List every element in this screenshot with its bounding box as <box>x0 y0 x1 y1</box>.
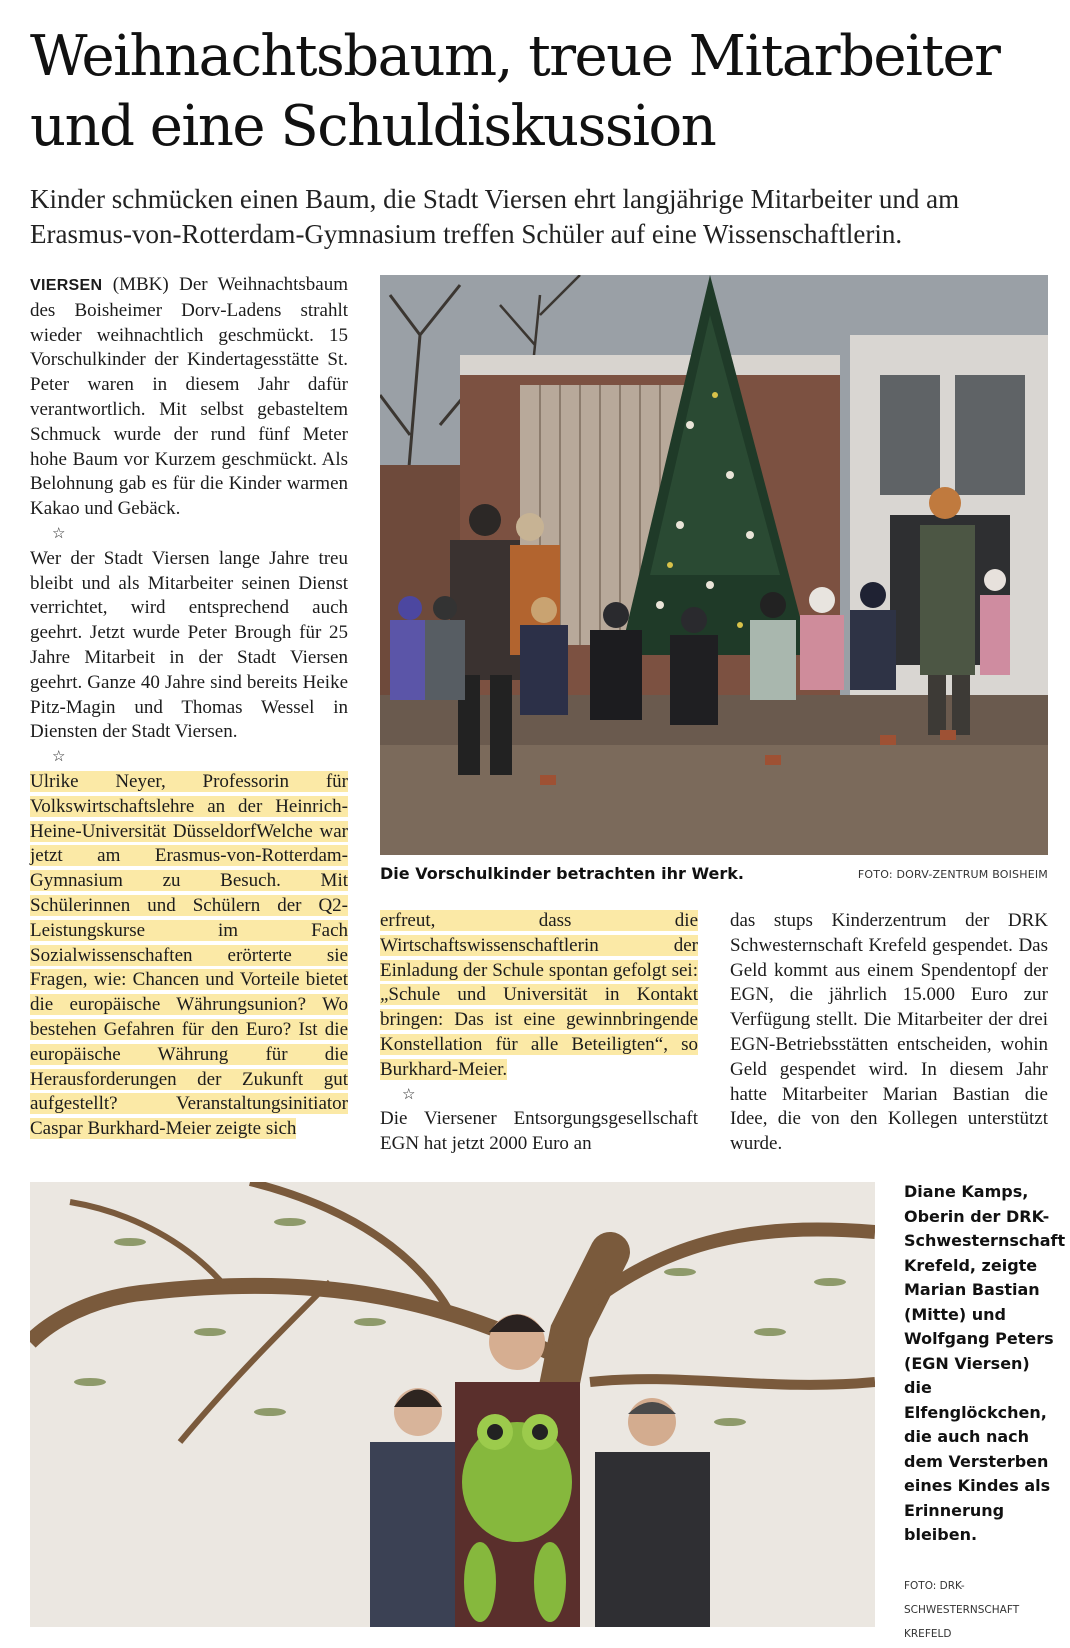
photo-credit: FOTO: DORV-ZENTRUM BOISHEIM <box>857 868 1048 881</box>
byline: (MBK) <box>112 274 169 295</box>
photo-credit: FOTO: DRK-SCHWESTERNSCHAFT KREFELD <box>904 1580 1020 1640</box>
subheadline: Kinder schmücken einen Baum, die Stadt Viersen ehrt langjährige Mitarbeiter und am Erasmus-von-Rotterdam-Gymnasium treffen Schüler auf eine Wissenschaftlerin. <box>30 184 960 249</box>
paragraph-employees: Wer der Stadt Viersen lange Jahre treu bleibt und als Mitarbeiter seinen Dienst verrichtet, wird entsprechend auch geehrt. Jetzt wurde Peter Brough für 25 Jahre Mitarbeit in der Stadt Viersen geehrt. Ganze 40 Jahre sind bereits Heike Pitz-Magin und Thomas Wessel in Diensten der Stadt Viersen. <box>30 547 348 743</box>
photo-children-christmas-tree <box>380 275 1048 855</box>
paragraph-christmas-tree <box>30 273 348 522</box>
section-separator-star: ☆ <box>402 1086 416 1103</box>
section-separator-star: ☆ <box>52 749 66 766</box>
section-separator-star: ☆ <box>52 525 66 542</box>
photo-caption: Die Vorschulkinder betrachten ihr Werk. <box>380 864 744 883</box>
paragraph-christmas-tree-text: Der Weihnachtsbaum des Boisheimer Dorv-Ladens strahlt wieder weihnachtlich geschmückt. 15 Vorschulkinder der Kindertagesstätte St. Peter waren in diesem Jahr dafür verantwortlich. Mit selbst gebasteltem Schmuck wurde der rund fünf Meter hohe Baum vor Kurzem geschmückt. Als Belohnung gab es für die Kinder warmen Kakao und Gebäck. <box>30 274 349 520</box>
paragraph-donation: Die Viersener Entsorgungsgesellschaft EGN hat jetzt 2000 Euro an <box>380 1108 698 1155</box>
dateline: VIERSEN <box>30 277 103 294</box>
column-2 <box>380 909 698 1157</box>
photo-caption: Diane Kamps, Oberin der DRK-Schwesternschaft Krefeld, zeigte Marian Bastian (Mitte) und Wolfgang Peters (EGN Viersen) die Elfenglöckchen, die auch nach dem Versterben eines Kindes als Erinnerung bleiben. <box>904 1182 1066 1544</box>
column-1 <box>30 273 348 1142</box>
photo-donation-handover <box>30 1182 875 1627</box>
paragraph-school-discussion-continued <box>380 909 698 1083</box>
paragraph-school-discussion <box>30 770 348 1142</box>
column-3 <box>730 909 1048 1157</box>
highlighted-text: Ulrike Neyer, Professorin für Volkswirtschaftslehre an der Heinrich-Heine-Universität DüsseldorfWelche war jetzt am Erasmus-von-Rotterdam-Gymnasium zu Besuch. Mit Schülerinnen und Schülern der Q2-Leistungskurse im Fach Sozialwissenschaften erörterte sie Fragen, wie: Chancen und Vorteile bietet die europäische Währungsunion? Wo bestehen Gefahren für den Euro? Ist die europäische Währung für die Herausforderungen der Zukunft gut aufgestellt? Veranstaltungsinitiator Caspar Burkhard-Meier zeigte sich <box>30 770 348 1140</box>
highlighted-text: erfreut, dass die Wirtschaftswissenschaftlerin der Einladung der Schule spontan gefolgt sei: „Schule und Universität in Kontakt bringen: Das ist eine gewinnbringende Konstellation für alle Beteiligten“, so Burkhard-Meier. <box>380 910 698 1080</box>
paragraph-donation-continued: das stups Kinderzentrum der DRK Schwesternschaft Krefeld gespendet. Das Geld kommt aus einem Spendentopf der EGN, die jährlich 15.000 Euro zur Verfügung stellt. Die Mitarbeiter der drei EGN-Betriebsstätten entscheiden, wohin Geld gespendet wird. In diesem Jahr hatte Mitarbeiter Marian Bastian die Idee, die von den Kollegen unterstützt wurde. <box>730 910 1048 1155</box>
headline: Weihnachtsbaum, treue Mitarbeiter und eine Schuldiskussion <box>30 24 1000 159</box>
